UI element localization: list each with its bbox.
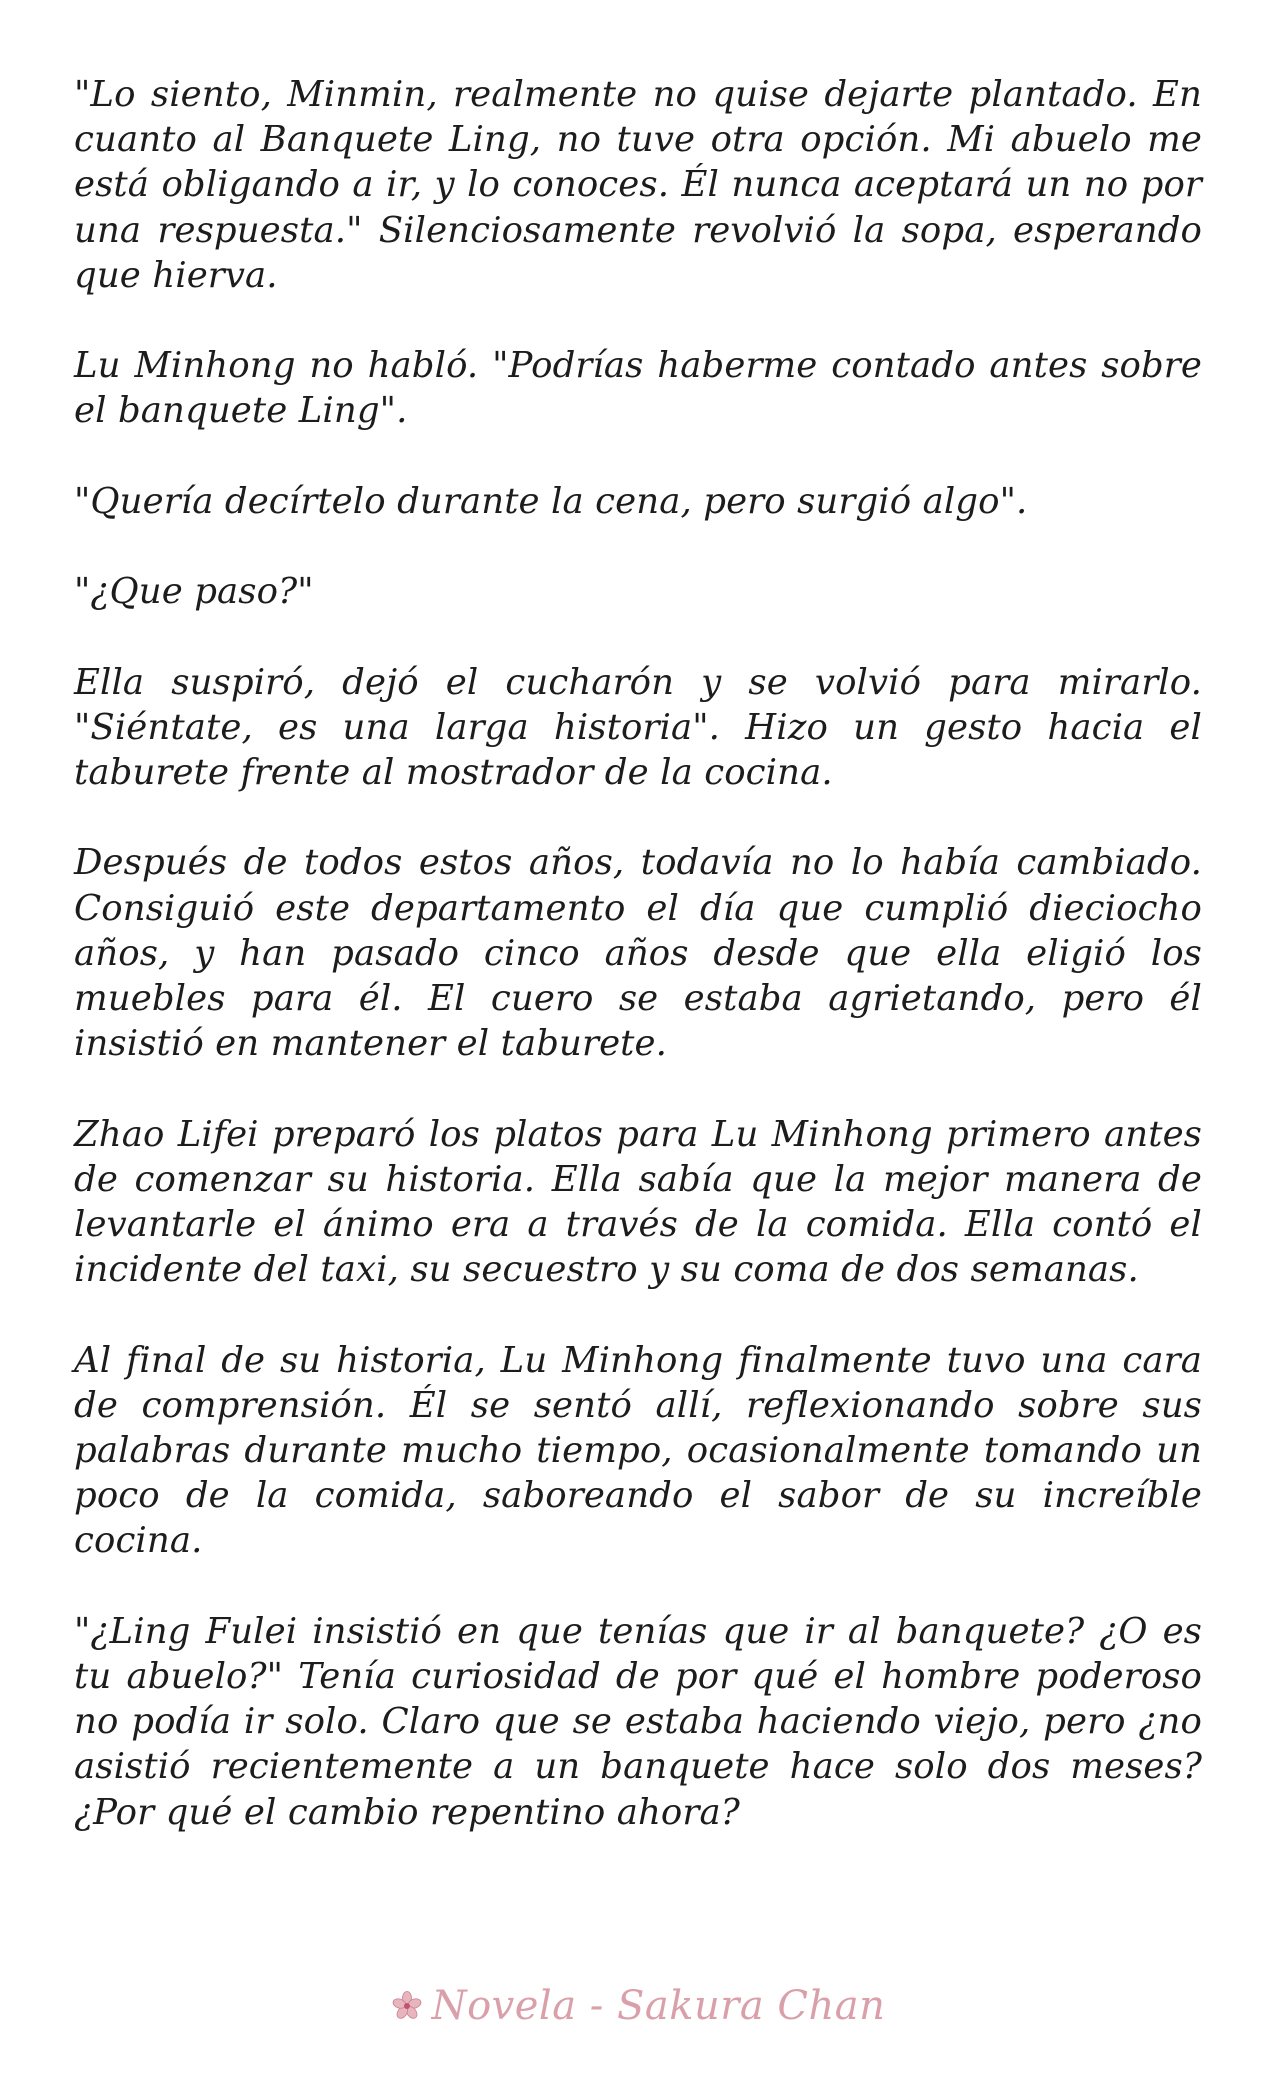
paragraph-4: "¿Que paso?" [74, 571, 314, 613]
paragraph-5: Ella suspiró, dejó el cucharón y se volvió para mirarlo. "Siéntate, es una larga historia". Hizo un gesto hacia el taburete frente al mostrador de la cocina. [74, 661, 1202, 793]
paragraph-9: "¿Ling Fulei insistió en que tenías que ir al banquete? ¿O es tu abuelo?" Tenía curiosidad de por qué el hombre poderoso no podía ir solo. Claro que se estaba haciendo viejo, pero ¿no asistió recientemente a un banquete hace solo dos meses? ¿Por qué el cambio repentino ahora? [74, 1610, 1202, 1833]
document-body [74, 72, 1202, 1880]
paragraph-3: "Quería decírtelo durante la cena, pero surgió algo". [74, 480, 1028, 522]
paragraph-1: "Lo siento, Minmin, realmente no quise dejarte plantado. En cuanto al Banquete Ling, no tuve otra opción. Mi abuelo me está obligando a ir, y lo conoces. Él nunca aceptará un no por una respuesta." Silenciosamente revolvió la sopa, esperando que hierva. [74, 74, 1202, 296]
paragraph-6: Después de todos estos años, todavía no lo había cambiado. Consiguió este departamento el día que cumplió dieciocho años, y han pasado cinco años desde que ella eligió los muebles para él. El cuero se estaba agrietando, pero él insistió en mantener el taburete. [74, 842, 1202, 1065]
paragraph-8: Al final de su historia, Lu Minhong finalmente tuvo una cara de comprensión. Él se sentó allí, reflexionando sobre sus palabras durante mucho tiempo, ocasionalmente tomando un poco de la comida, saboreando el sabor de su increíble cocina. [74, 1339, 1202, 1562]
watermark-text: Novela - Sakura Chan [431, 1983, 886, 2029]
watermark [0, 1983, 1275, 2029]
sakura-flower-icon [390, 1989, 424, 2023]
paragraph-7: Zhao Lifei preparó los platos para Lu Minhong primero antes de comenzar su historia. Ella sabía que la mejor manera de levantarle el ánimo era a través de la comida. Ella contó el incidente del taxi, su secuestro y su coma de dos semanas. [74, 1113, 1202, 1291]
paragraph-2: Lu Minhong no habló. "Podrías haberme contado antes sobre el banquete Ling". [74, 345, 1202, 432]
